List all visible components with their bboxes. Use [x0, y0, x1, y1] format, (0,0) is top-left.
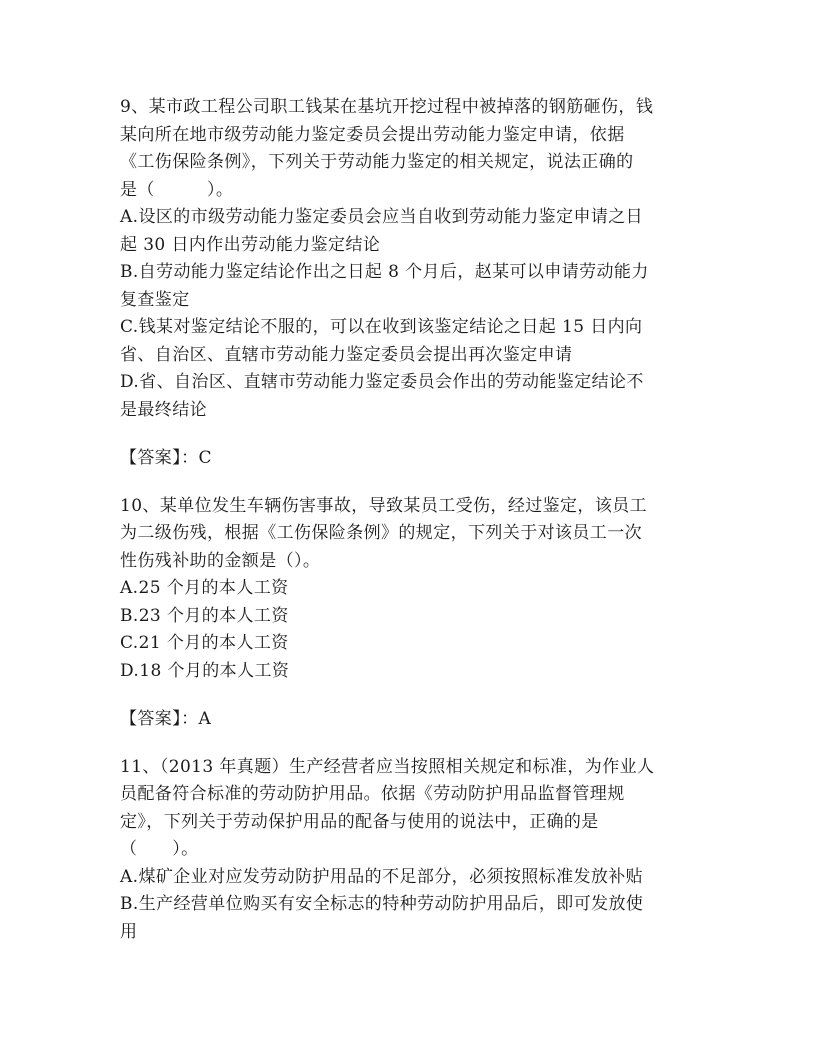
question-stem-line: 某向所在地市级劳动能力鉴定委员会提出劳动能力鉴定申请，依据	[120, 124, 625, 145]
option-line: B.生产经营单位购买有安全标志的特种劳动防护用品后，即可发放使	[120, 894, 644, 914]
option-line: 省、自治区、直辖市劳动能力鉴定委员会提出再次鉴定申请	[120, 344, 573, 365]
question-stem-line: 员配备符合标准的劳动防护用品。依据《劳动防护用品监督管理规	[120, 784, 625, 804]
option-line: B.23 个月的本人工资	[120, 605, 289, 626]
option-line: D.18 个月的本人工资	[120, 660, 290, 681]
question-11	[120, 754, 690, 947]
option-line: A.煤矿企业对应发劳动防护用品的不足部分，必须按照标准发放补贴	[120, 866, 644, 887]
option-line: C.钱某对鉴定结论不服的，可以在收到该鉴定结论之日起 15 日内向	[120, 317, 643, 337]
question-stem-line: 为二级伤残，根据《工伤保险条例》的规定，下列关于对该员工一次	[120, 523, 642, 543]
question-9	[120, 94, 690, 473]
option-line: D.省、自治区、直辖市劳动能力鉴定委员会作出的劳动能鉴定结论不	[120, 372, 644, 392]
option-line: B.自劳动能力鉴定结论作出之日起 8 个月后，赵某可以申请劳动能力	[120, 262, 649, 282]
question-stem-line: 性伤残补助的金额是（）。	[120, 550, 321, 571]
question-stem-line: 9、某市政工程公司职工钱某在基坑开挖过程中被掉落的钢筋砸伤，钱	[120, 97, 654, 117]
answer-line: 【答案】：A	[120, 709, 212, 729]
option-line: 是最终结论	[120, 399, 207, 420]
answer-line: 【答案】：C	[120, 448, 212, 468]
question-stem-line: 10、某单位发生车辆伤害事故，导致某员工受伤，经过鉴定，该员工	[120, 495, 648, 516]
question-stem-line: （ ）。	[120, 839, 199, 859]
option-line: C.21 个月的本人工资	[120, 633, 289, 653]
option-line: A.设区的市级劳动能力鉴定委员会应当自收到劳动能力鉴定申请之日	[120, 207, 644, 227]
option-line: A.25 个月的本人工资	[120, 578, 289, 598]
question-stem-line: 定》，下列关于劳动保护用品的配备与使用的说法中，正确的是	[120, 811, 599, 832]
question-10	[120, 493, 690, 734]
option-line: 起 30 日内作出劳动能力鉴定结论	[120, 234, 381, 255]
option-line: 用	[120, 921, 138, 942]
question-list	[120, 94, 690, 946]
question-stem-line: 11、（2013 年真题）生产经营者应当按照相关规定和标准，为作业人	[120, 756, 655, 777]
option-line: 复查鉴定	[120, 289, 190, 310]
question-stem-line: 是（ ）。	[120, 179, 234, 200]
question-stem-line: 《工伤保险条例》，下列关于劳动能力鉴定的相关规定，说法正确的	[120, 152, 634, 172]
